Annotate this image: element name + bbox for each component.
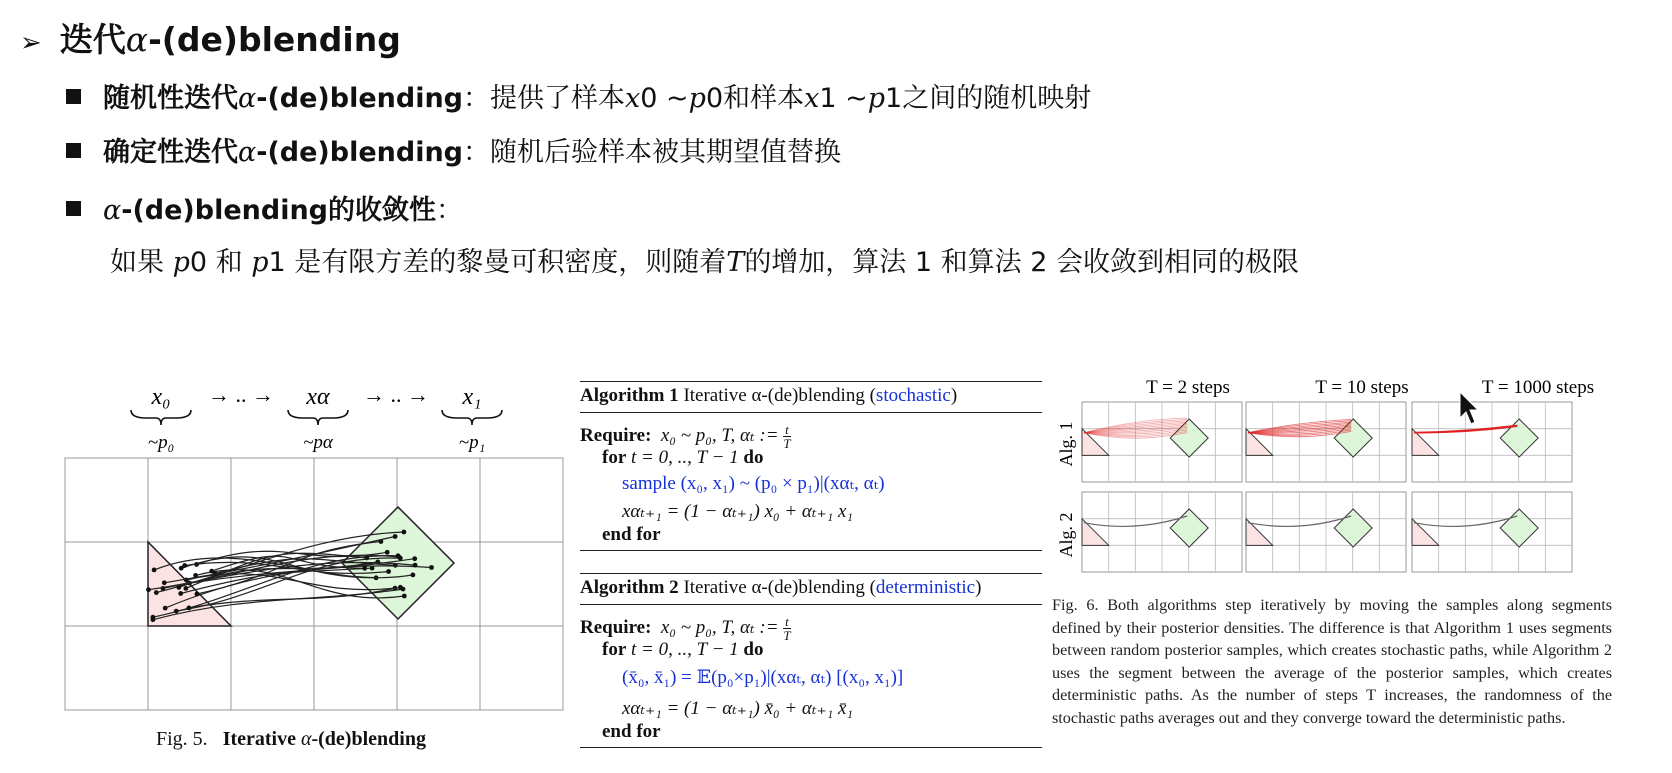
bullet-label-suffix: -(de)blending [256,83,464,114]
require-keyword: Require: [580,424,652,446]
alg-mode: deterministic [875,577,976,598]
diamond-p1 [1170,509,1208,547]
text: 1 是有限方差的黎曼可积密度，则随着 [268,247,727,278]
caption-title-suffix: -(de)blending [311,728,426,750]
fraction [783,615,790,642]
alg-title-close: ) [975,577,982,598]
square-bullet-icon [66,89,81,104]
alg-mode: stochastic [875,385,951,406]
for-keyword: for [602,639,627,660]
frac-num: t [785,614,789,629]
sample-end-point [402,530,407,535]
sample-start-point [162,580,167,585]
alg-title: Iterative α-(de)blending ( [683,385,876,406]
sample-start-point [195,592,200,597]
bullet-label: 随机性迭代 [103,83,238,114]
var-p: p [251,247,269,278]
sample-end-point [386,569,391,574]
alg-title-bold: Algorithm 1 [580,385,679,406]
alg-title: Iterative α-(de)blending ( [683,577,876,598]
convergence-statement [110,240,1299,279]
fig6-panels [1082,402,1572,572]
bullet-text: 随机后验样本被其期望值替换 [490,137,842,168]
algorithm-1 [580,381,1042,551]
bullet-text: 1 ~ [819,83,868,114]
sample-end-point [398,585,403,590]
brace-icon [131,410,191,425]
bullet-alpha: α [103,195,122,226]
fraction [783,423,790,450]
do-keyword: do [743,447,764,468]
fig5-diagram [56,370,576,715]
label-x1: x₁ [462,384,482,410]
sample-line: sample (x₀, x₁) ~ (p₀ × p₁)|(xαₜ, αₜ) [622,473,885,494]
brace-icon [442,410,502,425]
expectation-line: (x̄₀, x̄₁) = 𝔼(p₀×p₁)|(xαₜ, αₜ) [(x₀, x₁)] [622,667,904,688]
bullet-stochastic [66,76,1091,115]
update-line: xαₜ₊₁ = (1 − αₜ₊₁) x̄₀ + αₜ₊₁ x̄₁ [622,698,854,719]
col-title-t10: T = 10 steps [1315,377,1409,398]
text: 如果 [110,247,173,278]
bullet-label-suffix: -(de)blending [256,137,464,168]
bullet-convergence [66,188,463,227]
sample-start-point [184,586,189,591]
sample-end-point [385,550,390,555]
diamond-p1 [1500,419,1538,457]
label-xalpha: xα [306,384,330,410]
sample-start-point [187,606,192,611]
fig6-panel-r1-c3 [1412,402,1572,482]
alg-title-bold: Algorithm 2 [580,577,679,598]
row-label-alg2: Alg. 2 [1056,512,1076,558]
var-p: p [172,247,190,278]
label-x0: x₀ [151,384,171,410]
diamond-p1 [1334,509,1372,547]
bullet-deterministic [66,130,841,169]
bullet-text: 提供了样本 [490,83,626,114]
heading-alpha: α [125,20,149,59]
bullet-label: 确定性迭代 [103,137,238,168]
bullet-text: 1之间的随机映射 [885,83,1092,114]
bullet-alpha: α [238,83,257,114]
dist-palpha: ~pα [303,432,333,453]
arrow-dots-2: → .. → [363,382,429,407]
sample-start-point [182,563,187,568]
require-keyword: Require: [580,616,652,638]
text: 0 和 [189,247,252,278]
for-keyword: for [602,447,627,468]
text: 的增加，算法 1 和算法 2 会收敛到相同的极限 [744,247,1299,278]
col-title-t1000: T = 1000 steps [1481,377,1595,398]
caption-title: Iterative [222,728,301,750]
fig6-panel-r2-c1 [1082,492,1242,572]
alg-title-close: ) [950,385,958,406]
bullet-colon: ： [436,195,464,226]
bullet-colon: ： [463,137,491,168]
sample-start-point [209,569,214,574]
end-for: end for [602,721,661,742]
square-bullet-icon [66,201,81,216]
for-text: t = 0, .., T − 1 [631,639,739,660]
bullet-text: 0 ~ [640,83,689,114]
fig6-panel-r2-c3 [1412,492,1572,572]
var-p: p [867,83,886,114]
do-keyword: do [743,639,764,660]
caption-prefix: Fig. 5. [156,728,208,750]
for-text: t = 0, .., T − 1 [631,447,739,468]
require-text: x₀ ~ p₀, T, αₜ := [660,424,779,446]
sample-start-point [146,587,151,592]
row-label-alg1: Alg. 1 [1056,421,1076,467]
update-line: xαₜ₊₁ = (1 − αₜ₊₁) x₀ + αₜ₊₁ x₁ [622,501,854,522]
mouse-cursor-icon [1460,392,1478,424]
dist-p1: ~p₁ [458,432,486,453]
var-T: T [726,247,745,278]
fig6-panel-r2-c2 [1246,492,1406,572]
bullet-alpha: α [238,137,257,168]
heading-arrow-icon: ➢ [20,28,42,58]
diamond-p1 [1500,509,1538,547]
square-bullet-icon [66,143,81,158]
sample-end-point [375,560,380,565]
sample-end-point [393,534,398,539]
col-title-t2: T = 2 steps [1146,377,1230,398]
fig6-panel-r1-c2 [1246,402,1406,482]
fig6-panel-r1-c1 [1082,402,1242,482]
require-text: x₀ ~ p₀, T, αₜ := [660,616,779,638]
sample-end-point [398,556,403,561]
fig6-caption: Fig. 6. Both algorithms step iteratively by moving the samples along segments defined by their posterior densities. The difference is that Algorithm 1 uses segments between random posterior samples, which creates stochastic paths, while Algorithm 2 uses the segment between the average of the posterior samples, which creates deterministic paths. As the number of steps T increases, the randomness of the stochastic paths averages out and they converge toward the deterministic paths. [1052,596,1612,727]
fig5-caption [156,728,426,751]
sample-end-point [411,573,416,578]
sample-end-point [413,563,418,568]
algorithm-2 [580,573,1042,748]
sample-start-point [174,609,179,614]
brace-icon [288,410,348,425]
sample-start-point [152,568,157,573]
bullet-text: 0和样本 [705,83,805,114]
fig6-diagram [1050,372,1610,582]
sample-start-point [178,591,183,596]
var-x: x [625,83,641,114]
sample-end-point [362,566,367,571]
heading-suffix: -(de)blending [148,20,401,59]
sample-end-point [429,565,434,570]
var-x: x [804,83,820,114]
slide-heading [20,14,401,61]
arrow-dots-1: → .. → [208,382,274,407]
sample-start-point [151,617,156,622]
sample-start-point [154,590,159,595]
bullet-colon: ： [463,83,491,114]
bullet-label: -(de)blending的收敛性 [121,195,437,226]
caption-alpha: α [300,728,312,750]
sample-end-point [402,594,407,599]
heading-prefix: 迭代 [59,20,126,59]
frac-num: t [785,422,789,437]
var-p: p [688,83,706,114]
frac-den: T [783,628,791,643]
end-for: end for [602,524,661,545]
dist-p0: ~p₀ [147,432,175,453]
sample-start-point [163,606,168,611]
frac-den: T [783,436,791,451]
sample-end-point [412,556,417,561]
